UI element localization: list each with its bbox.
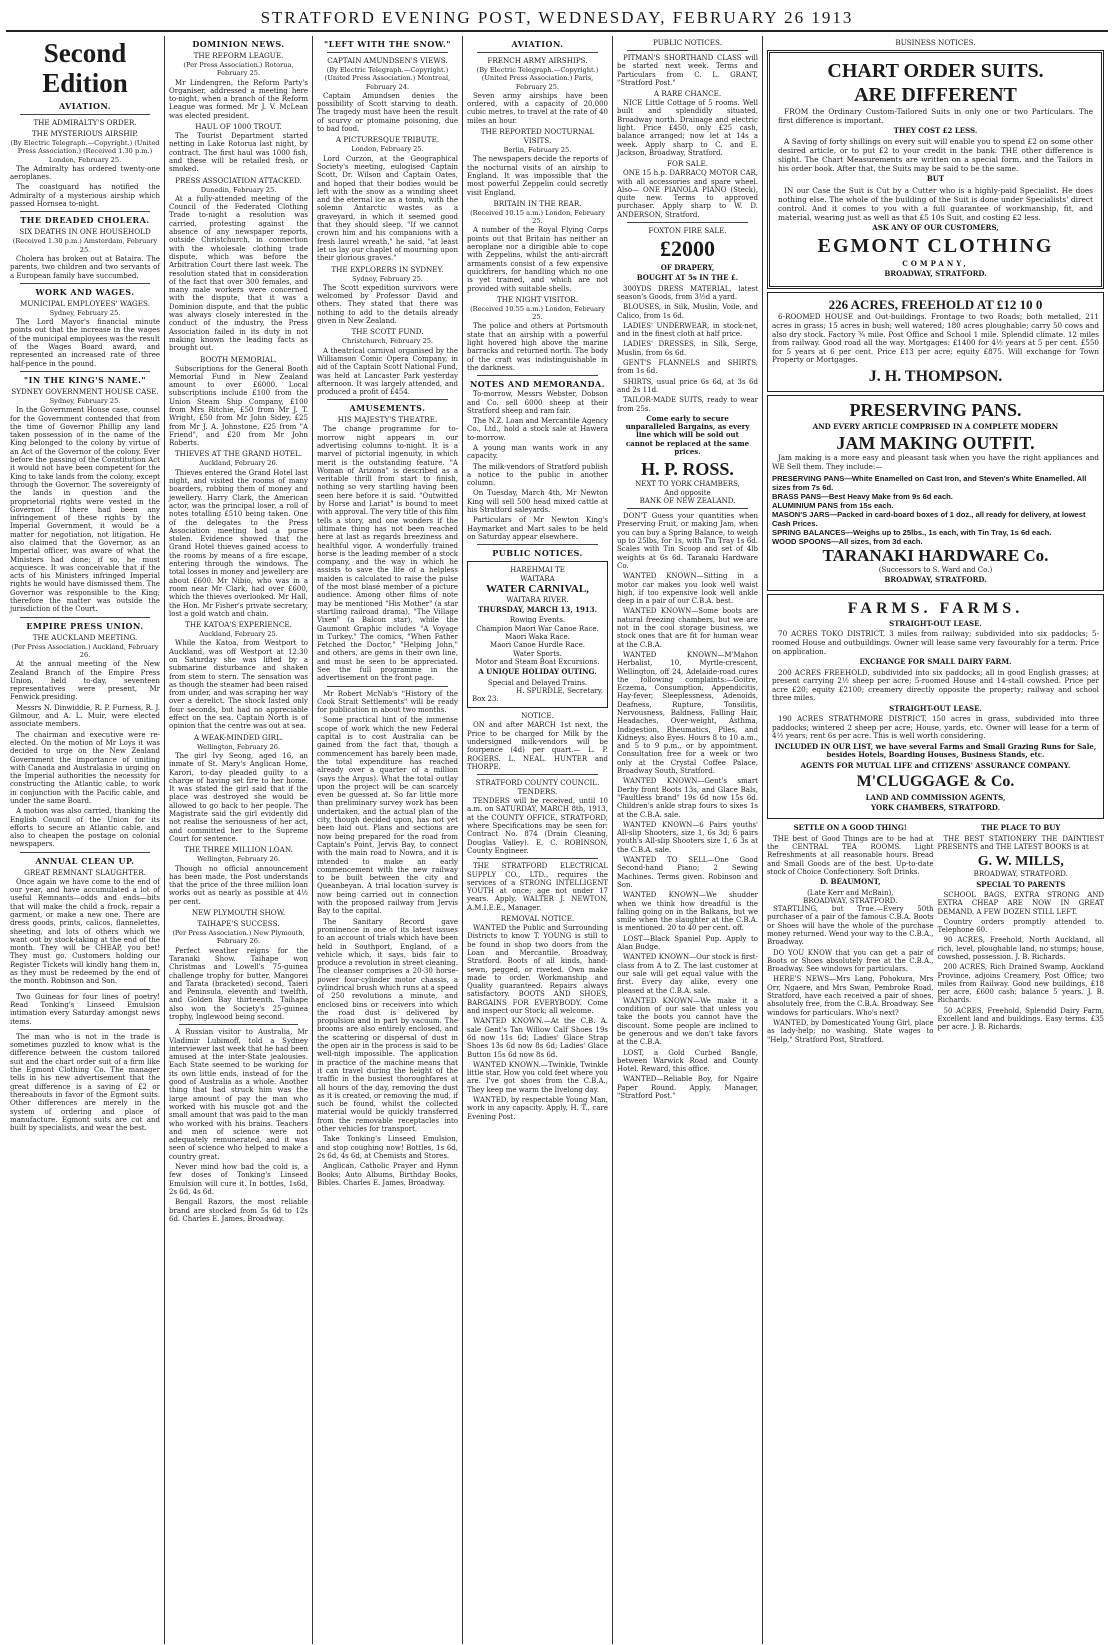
- column-4: [463, 36, 613, 1644]
- headline: NOTES AND MEMORANDA.: [469, 379, 605, 390]
- paragraph: At the annual meeting of the New Zealand Branch of the Empire Press Union, held to-day, seventeen representatives were present, Mr Fenwick presiding.: [10, 660, 160, 702]
- ad-address: And opposite: [664, 488, 711, 497]
- advertisement-taranaki-hardware: [767, 395, 1104, 591]
- bottom-right-ads: [938, 822, 1105, 1045]
- column-2: [165, 36, 313, 1644]
- ad-address: BROADWAY, STRATFORD.: [803, 896, 898, 905]
- divider: [477, 858, 598, 859]
- ad-subhead: STRAIGHT-OUT LEASE.: [889, 703, 982, 713]
- paragraph: Mr Robert McNab's "History of the Cook Strait Settlements" will be ready for publication in about two months.: [317, 689, 458, 715]
- ad-item: BRASS PANS—Best Heavy Make from 9s 6d each.: [772, 491, 953, 501]
- paragraph: At a fully-attended meeting of the Council of the Federated Clothing Trade to-night a resolution was carried, protesting against the absence of any newspaper reports, outside Christchurch, in connection with the wholesale clothing trade dispute, which was before the Arbitration Court there last week. The resolution stated that in consideration of the fact that over 300 females, and many male workers were concerned with the dispute, that it was a Dominion dispute, and that the public was always closely interested in the conduct of the industry, the Press Association failed in its duty in not making known the leading facts as brought out.: [169, 194, 308, 353]
- dateline: Sydney, February 25.: [49, 396, 121, 405]
- divider: [627, 222, 748, 223]
- paragraph: WANTED KNOWN—6 Pairs youths' All-slip Shooters, size 1, 6s 3d; 6 pairs youth's All-slip Shooters size 1, 6 3s at the C.B.A. sale.: [617, 820, 758, 854]
- ad-line: LAND AND COMMISSION AGENTS,: [865, 792, 1006, 802]
- paragraph: Take Tonking's Linseed Emulsion, and stop coughing now! Bottles, 1s 6d, 2s 6d, 4s 6d, at Chemists and Stores.: [317, 1135, 458, 1160]
- paragraph: DON'T Guess your quantities when Preserving Fruit, or making Jam, when you can buy a Spring Balance, to weigh up to 25lbs, for 1s, with Tin Tray 1s 6d. Scales with Tin Scoop and set of 4lb weights at 6s 6d. Taranaki Hardware Co.: [617, 512, 758, 570]
- headline: EMPIRE PRESS UNION.: [26, 620, 144, 631]
- paragraph: The milk-vendors of Stratford publish a notice to the public in another column.: [467, 462, 608, 488]
- ad-paragraph: FROM the Ordinary Custom-Tailored Suits in only one or two Particulars. The first difference is important.: [778, 107, 1093, 125]
- divider: [20, 617, 150, 618]
- subheading: HAUL OF 1000 TROUT.: [195, 122, 282, 132]
- paragraph: While the Katoa, from Westport to Auckland, was off Westport at 12.30 on Saturday she was lifted by a submarine disturbance and shaken from stem to stern. The sensation was as though the steamer had been raised from under, and was scraping her way over a derelict. The shock lasted only four seconds, but had no appreciable effect on the sea. Captain North is of opinion that the centre was out at sea.: [169, 639, 308, 731]
- edition-title: Second Edition: [42, 38, 128, 98]
- paragraph: THE STRATFORD ELECTRICAL SUPPLY CO., LTD., requires the services of a STRONG INTELLIGENT YOUTH at once; age not under 17 years. Apply, WALTER J. NEWTON, A.M.I.E.E., Manager.: [467, 862, 608, 912]
- ad-item: 300YDS DRESS MATERIAL, latest season's Goods, from 3½d a yard.: [617, 284, 758, 301]
- subheading: THE EXPLORERS IN SYDNEY.: [331, 264, 444, 274]
- divider: [20, 1029, 150, 1030]
- dateline: (Received 1.30 p.m.) Amsterdam, February 25.: [12, 237, 158, 254]
- paragraph: TENDERS will be received, until 10 a.m. on SATURDAY, MARCH 8th, 1913, at the COUNTY OFFICE, STRATFORD, where Specifications may be seen for: Contract No. 874 (Drain Cleaning, Douglas Valley). E. C. ROBINSON, County Engineer.: [467, 797, 608, 855]
- divider: [627, 50, 748, 51]
- divider: [327, 399, 448, 400]
- ad-paragraph: 90 ACRES, Freehold, North Auckland, all rich, level, ploughable land, no stumps; house, cowshed, possession. J. B. Richards.: [937, 936, 1104, 961]
- ad-headline: PRESERVING PANS.: [849, 400, 1022, 421]
- ad-paragraph: HERE'S NEWS—Mrs Lang, Pohokura, Mrs Orr, Ngaere, and Mrs Swan, Pembroke Road, Stratford, have each received a pair of shoes, absolutely free, from the C.B.A. Broadway. See windows for particulars. Who's next?: [767, 975, 934, 1017]
- advertisement-farms: [767, 594, 1104, 819]
- dateline: Dunedin, February 25.: [200, 185, 277, 194]
- ad-item: TAILOR-MADE SUITS, ready to wear from 25s.: [617, 396, 758, 413]
- paragraph: Once again we have come to the end of our year, and have accumulated a lot of useful Remnants—odds and ends—bits that will make the child a frock, repair a garment, or make a new one. There are dress goods, prints, calicos, flannelettes, sheeting, and lots of others which we want out by stock-taking at the end of the month. They will be CHEAP, you bet! They must go. Customers holding our Register Tickets will kindly hang them in, as they must be redeemed by the end of the month. Robinson and Son.: [10, 877, 160, 986]
- subheading: BRITAIN IN THE REAR.: [493, 198, 582, 208]
- ad-address: BROADWAY, STRATFORD.: [884, 574, 987, 584]
- headline: AVIATION.: [58, 101, 112, 111]
- advertisement-thompson: [767, 292, 1104, 392]
- ad-paragraph: 50 ACRES, Freehold, Splendid Dairy Farm, Excellent land and buildings. Easy terms. £35 per acre. J. B. Richards.: [937, 1006, 1104, 1032]
- subheading: FRENCH ARMY AIRSHIPS.: [487, 56, 588, 65]
- advertisement-water-carnival: [467, 561, 608, 708]
- paragraph: Thieves entered the Grand Hotel last night, and visited the rooms of many boarders, robbing them of money and jewellery. Harry Clark, the American actor, was the principal loser, a roll of notes totalling £510 being taken. One of the delegates to the Press Association meeting had a purse stolen. Evidence showed that the Grand Hotel thieves gained access to the rooms by means of a fire escape, entering through the windows. The total losses in money and jewellery are about £600. Mr Nibio, who was in a room near Mr Clark, had over £600, which the thieves overlooked. Mr Hall, the Hon. Mr Fisher's private secretary, lost a gold watch and chain.: [169, 468, 308, 618]
- ad-name: G. W. MILLS,: [977, 854, 1064, 870]
- ad-line: Water Sports.: [513, 649, 562, 658]
- subheading: THE THREE MILLION LOAN.: [184, 845, 293, 855]
- paragraph: WANTED KNOWN—We shudder when we think how dreadful is the falling going on in the Balkans, but we smile when the slaughter at the C.B.A. is mentioned. 20 to 40 per cent. off.: [617, 891, 758, 933]
- headline: DOMINION NEWS.: [192, 39, 285, 49]
- section-header: PUBLIC NOTICES.: [653, 38, 722, 47]
- ad-address: BROADWAY, STRATFORD.: [884, 269, 987, 279]
- subheading: CAPTAIN AMUNDSEN'S VIEWS.: [327, 56, 448, 65]
- paragraph: A motion was also carried, thanking the English Council of the Union for its efforts to secure an Atlantic cable, and also to cheapen the postage on colonial newspapers.: [10, 807, 160, 849]
- ad-subhead: BUT: [926, 174, 945, 184]
- headline: AMUSEMENTS.: [349, 403, 426, 414]
- ad-line: THURSDAY, MARCH 13, 1913.: [477, 605, 598, 615]
- subheading: PRESS ASSOCIATION ATTACKED.: [175, 175, 302, 185]
- paragraph: ON and after MARCH 1st next, the Price to be charged for Milk by the undersigned milk-vendors will be fourpence (4d) per quart.— L. P. ROGERS. L. NEAL. HUNTER and THORPE.: [467, 721, 608, 771]
- ad-name: H. P. ROSS.: [641, 459, 734, 480]
- paragraph: Cholera has broken out at Bataira. The parents, two children and two servants of a European family have succumbed.: [10, 254, 160, 280]
- dateline: (Per Press Association.) Rotorua, February 25.: [183, 61, 294, 78]
- paragraph: LOST—Black Spaniel Pup. Apply to Alan Budge.: [617, 934, 758, 952]
- ad-item: GENT'S FLANNELS and SHIRTS, from 1s 6d.: [617, 359, 758, 376]
- ad-paragraph: A Saving of forty shillings on every suit will enable you to spend £2 on some other desired article, or to put £2 to your credit in the bank. THE other difference is slight. The Chart Measurements are written on a special form, and the Tailors in his order book. After that, the Suits may be said to be the same.: [778, 137, 1093, 174]
- ad-subhead: SETTLE ON A GOOD THING!: [793, 823, 907, 833]
- paragraph: WANTED the Public and Surrounding Districts to know T. YOUNG is still to be found in shop two doors from the Loan and Mercantile, Broadway, Stratford. Boots of all kinds, hand-sewn, pegged, or riveted. Own make made to order. Workmanship and Quality guaranteed. Repairs always satisfactory. BOOTS AND SHOES, BARGAINS FOR EVERYBODY. Come and inspect our Stock; all welcome.: [467, 924, 608, 1016]
- paragraph: WANTED KNOWN—Gent's smart Derby front Boots 13s, and Glace Bals, "Faultless brand" 19s 6d now 15s 6d. Children's ankle strap fours to sixes 1s at the C.B.A. sale.: [617, 777, 758, 819]
- subheading: THE MYSTERIOUS AIRSHIP.: [31, 129, 139, 138]
- paragraph: Perfect weather reigns for the Taranaki Show. Taihape won Christmas and Lowell's 75-guinea challenge trophy for butter, Mangorei and Tarata (bracketed) second, Taieri and Peninsula, eleventh and twelfth, and Golden Bay thirteenth. Taihape also won the Society's 25-guinea trophy, Inglewood being second.: [169, 946, 308, 1021]
- dateline: Auckland, February 25.: [199, 630, 278, 639]
- headline: ANNUAL CLEAN UP.: [35, 855, 135, 866]
- subheading: THIEVES AT THE GRAND HOTEL.: [174, 449, 303, 459]
- subheading: THE KATOA'S EXPERIENCE.: [185, 620, 292, 630]
- paragraph: The change programme for to-morrow night appears in our advertising columns to-night. It is a marvel of pictorial ingenuity, in which merit is the outstanding feature. "A Woman of Arizona" is described as a veritable thrill from start to finish, nothing so very startling having been seen here before it is said. "Outwitted by Horse and Lariat" is bound to meet with approval. The very title of this film tells a story, and one wonders if the ultimate thing has not been reached here at last as regards breeziness and healthful vigor. A wonderfully trained horse is the leading member of a stock company, and the way in which he assists to save the life of a helpless maiden is calculated to raise the pulse of the most blasé member of a picture audience. Among other films of note may be mentioned "His Mother" (a star startling railroad drama), "The Village Vixen" (a Balcon star), while the Gaumont Graphic includes "A Voyage in Turkey." The comics, "When Father Fetched the Doctor," "Helping John," and others, are gems in their own line, and must be seen to be appreciated. See the full programme in the advertisement on the front page.: [317, 425, 458, 683]
- ad-name: TARANAKI HARDWARE Co.: [822, 545, 1049, 565]
- divider: [327, 52, 448, 53]
- advertisement-egmont-clothing: [767, 50, 1104, 289]
- divider: [477, 375, 598, 376]
- dateline: (Received 10.15 a.m.) London, February 25.: [470, 208, 605, 226]
- ad-line: Maori Canoe Hurdle Race.: [490, 641, 585, 650]
- headline: AVIATION.: [511, 39, 564, 49]
- ad-item: SHIRTS, usual price 6s 6d, at 3s 6d and 2s 11d.: [617, 377, 758, 394]
- dateline: (Per Press Association.) New Plymouth, February 26.: [172, 929, 305, 946]
- ad-line: OF DRAPERY,: [660, 263, 715, 273]
- paragraph: The coastguard has notified the Admiralty of a mysterious airship which passed Hornsea to-night.: [10, 183, 160, 209]
- ad-line: (Late Kerr and McBain),: [807, 888, 894, 897]
- columns: [6, 36, 1108, 1644]
- section-header: BUSINESS NOTICES.: [895, 38, 976, 47]
- paragraph: The girl Ivy Seong, aged 16, an inmate of St. Mary's Anglican Home, Karori, to-day pleaded guilty to a charge of having set fire to her home. It was stated the girl said that if the place was destroyed she would be allowed to go back to her people. The Magistrate said the girl evidently did not realise the seriousness of her act, and committed her to the Supreme Court for sentence.: [169, 751, 308, 843]
- subheading: REMOVAL NOTICE.: [500, 914, 575, 924]
- ad-paragraph: WANTED, by Domesticated Young Girl, place as lady-help; no washing. State wages to "Help," Stratford Post, Stratford.: [767, 1018, 934, 1044]
- paragraph: A Russian visitor to Australia, Mr Vladimir Lubimoff, told a Sydney interviewer last week that he had been amused at the inter-State jealousies. Each State seemed to be working for its own little ends, instead of for the good of Australia as a whole. Another thing that had struck him was the large amount of pay the man who worked with his muscle got and the small amount that was paid to the man who worked with his brains. Teachers and men of science were not adequately remunerated, and it was seen of science who helped to make a country great.: [169, 1028, 308, 1161]
- paragraph: The man who is not in the trade is sometimes puzzled to know what is the difference between the custom tailored suit and the chart order suit of a firm like the Egmont Clothing Co. The manager tells in his new advertisement that the great difference is a saving of £2 or thereabouts in favor of the Egmont suits. Other differences are merely in the system of ordering and place of manufacture. Egmont suits are cut and built by specialists, and wear the best.: [10, 1032, 160, 1133]
- ad-subhead: THEY COST £2 LESS.: [893, 126, 978, 135]
- subheading: A WEAK-MINDED GIRL.: [193, 732, 284, 742]
- paragraph: Though no official announcement has been made, the Post understands that the price of the three million loan works out as nearly as possible at 4½ per cent.: [169, 864, 308, 906]
- headline: "LEFT WITH THE SNOW.": [324, 39, 451, 49]
- subheading: NEW PLYMOUTH SHOW.: [191, 908, 286, 918]
- ad-line: Special and Delayed Trains.: [487, 678, 588, 687]
- paragraph: NICE Little Cottage of 5 rooms. Well built and splendidly situated, Broadway north. Drainage and electric light. Price £450, only £25 cash, balance arranged; now let at 14s a week. Apply sharp to C. and E. Jackson, Broadway, Stratford.: [617, 99, 758, 157]
- paragraph: The Tourist Department started netting in Lake Rotorua last night, by contract. The first haul was 1000 fish, and these will be retailed fresh, or smoked.: [169, 132, 308, 174]
- paragraph: Bengall Razors, the most reliable brand are stocked from 5s 6d to 12s 6d. Charles E. James, Broadway.: [169, 1198, 308, 1223]
- ad-item: LADIES' UNDERWEAR, in stock-net, and in the finest cloth at half price.: [617, 321, 758, 339]
- ad-paragraph: 200 ACRES, Rich Drained Swamp, Auckland Province, adjoins Creamery, Post Office; two miles from Railway. Good new buildings, £18 per acre, £600 cash; balance 5 years. J. B. Richards.: [937, 963, 1104, 1005]
- subheading: NOTICE.: [521, 711, 554, 721]
- divider: [20, 989, 150, 990]
- paragraph: The Lord Mayor's financial minute points out that the increase in the wages of the municipal employees was the result of the Wages Board award, and represented an increased rate of three half-pence in the pound.: [10, 318, 160, 368]
- dateline: Berlin, February 25.: [503, 146, 572, 155]
- ad-paragraph: 70 ACRES TOKO DISTRICT, 3 miles from railway; subdivided into six paddocks; 5-roomed House and outbuildings. Owner will lease same very favourably for a term. Price on application.: [772, 629, 1099, 656]
- ad-header: FOXTON FIRE SALE.: [648, 226, 727, 236]
- ad-paragraph: 190 ACRES STRATHMORE DISTRICT, 150 acres in grass, subdivided into three paddocks; wintered 2 sheep per acre; House, yards, etc. Owner will lease for a term of 4½ years; rent 6s per acre. This is well worth considering.: [772, 714, 1099, 741]
- paragraph: The Admiralty has ordered twenty-one aeroplanes.: [10, 164, 160, 182]
- column-5: [613, 36, 763, 1644]
- bottom-ads-row: [767, 822, 1104, 1045]
- subheading: A PICTURESQUE TRIBUTE.: [335, 135, 440, 145]
- dateline: (By Electric Telegraph.—Copyright.) (United Press Association.) Montreal, February 24.: [324, 66, 451, 91]
- subheading: TAIHAPE'S SUCCESS.: [197, 919, 280, 929]
- paragraph: WANTED, by respectable Young Man, work in any capacity. Apply, H. T., care Evening Post.: [467, 1095, 608, 1121]
- paragraph: On Tuesday, March 4th, Mr Newton King will sell 500 head mixed cattle at his Stratford saleyards.: [467, 489, 608, 515]
- ad-paragraph: Country orders promptly attended to. Telephone 60.: [937, 917, 1104, 935]
- dateline: (Received 10.55 a.m.) London, February 25.: [470, 304, 605, 322]
- ad-address: BANK OF NEW ZEALAND.: [639, 496, 736, 505]
- headline: PUBLIC NOTICES.: [492, 548, 583, 559]
- paragraph: WANTED KNOWN—We make it a condition of our sale that unless you take the boots you cannot have the discount. Some people are inclined to be generous and we don't take favors at the C.B.A.: [617, 996, 758, 1047]
- paragraph: The Sanitary Record gave prominence in one of its latest issues to an account of trials which have been held in Southport, England, of a vehicle which, it says, bids fair to produce a revolution in street cleaning. The cleanser comprises a 20-30 horse-power four-cylinder motor chassis, a cylindrical brush which runs at a speed of 250 revolutions a minute, and enclosed bins or receivers into which the road dust is delivered by propulsion and in part by vacuum. The brooms are also entirely enclosed, and the scattering or dispersal of dust in the open air in the process is said to be well-nigh impossible. The application in practice of the machine means that it can travel during the height of the traffic in the busiest thoroughfares at all hours of the day, removing the dust as it is created, or removing the mud, if such be found, whilst the collected material would be quickly transferred from the removable receptacles into other vehicles for transport.: [317, 917, 458, 1134]
- ad-name: J. H. THOMPSON.: [868, 368, 1003, 386]
- headline: WORK AND WAGES.: [35, 286, 135, 297]
- paragraph: Anglican, Catholic Prayer and Hymn Books; Auto Albums, Birthday Books, Bibles. Charles E. James, Broadway.: [317, 1162, 458, 1187]
- subheading: THE REFORM LEAGUE.: [193, 51, 284, 60]
- ad-amount: £2000: [660, 236, 715, 262]
- ad-address: YORK CHAMBERS, STRATFORD.: [870, 803, 1001, 813]
- paragraph: WANTED KNOWN.—At the C.B. A. sale Gent's Tan Willow Calf Shoes 19s 6d now 11s 6d; Ladies' Glace Strap Shoes 13s 6d now 8s 6d; Ladies' Glace Button 15s 6d now 8s 6d.: [467, 1017, 608, 1059]
- ad-paragraph: 200 ACRES FREEHOLD, subdivided into six paddocks; all in good English grasses; at present carrying 2½ sheep per acre; 5-roomed House and 14-stall cowshed. Price per acre £20; equity £2100; creamery directly opposite the property; railway and school three miles.: [772, 667, 1099, 703]
- paragraph: WANTED KNOWN—M'Mahon Herbalist, 10, Myrtle-crescent, Wellington, off 24, Adelaide-road cures the following complaints:—Goitre, Eczema, Consumption, Appendicitis, Hay-fever, Sleeplessness, Adenoids, Deafness, Rupture, Tonsilitis, Nervousness, Baldness, Falling Hair, Headaches, Over-weight, Asthma, Indigestion, Rheumatics, Piles, and Kidneys; also Eyes. Hours 8 to 10 a.m., and 5 to 9 p.m., or by appointment. Consultation free for a week or two only at the Crystal Coffee Palace, Broadway South, Stratford.: [617, 650, 758, 776]
- ad-subhead: ASK ANY OF OUR CUSTOMERS,: [872, 222, 999, 232]
- dateline: Wellington, February 26.: [196, 742, 281, 751]
- ad-line: BOUGHT AT 5s IN THE £.: [636, 273, 739, 283]
- paragraph: ONE 15 h.p. DARRACQ MOTOR CAR, with all accessories and spare wheel. Also— ONE PIANOLA PIANO (Steck), quite new. Terms to approved purchaser. Apply sharp to W. D. ANDERSON, Stratford.: [617, 169, 758, 219]
- ad-line: AGENTS FOR MUTUAL LIFE and CITIZENS' ASSURANCE COMPANY.: [800, 760, 1071, 770]
- ad-line: A UNIQUE HOLIDAY OUTING.: [478, 667, 597, 677]
- paragraph: A theatrical carnival organised by the Williamson Comic Opera Company, in aid of the Captain Scott National Fund, was held at Lancaster Park yesterday afternoon. It was largely attended, and produced a profit of £454.: [317, 346, 458, 397]
- paragraph: WANTED KNOWN—Some boots are natural freezing chambers, but we are not in the cool storage business, we stock ones that are fit for human wear at the C.B.A.: [617, 607, 758, 649]
- subheading: THE ADMIRALTY'S ORDER.: [33, 118, 137, 127]
- bottom-left-ads: [767, 822, 934, 1045]
- ad-subhead: EXCHANGE FOR SMALL DAIRY FARM.: [859, 657, 1012, 667]
- ad-headline: WATER CARNIVAL,: [486, 582, 589, 595]
- ad-paragraph: THE best of Good Things are to be had at the CENTRAL TEA ROOMS. Light Refreshments at all reasonable hours. Bread and Small Goods are of the best. Up-to-date stock of Choice Confectionery. Soft Drinks.: [767, 834, 934, 876]
- paragraph: Captain Amundsen denies the possibility of Scott starving to death. The tragedy must have been the result of scurvy or ptomaine poisoning, due to bad food.: [317, 91, 458, 134]
- ad-headline: CHART ORDER SUITS.: [827, 60, 1044, 82]
- divider: [20, 211, 150, 212]
- masthead: STRATFORD EVENING POST, WEDNESDAY, FEBRUARY 26 1913: [6, 6, 1108, 32]
- divider: [179, 1024, 298, 1025]
- paragraph: Never mind how bad the cold is, a few doses of Tonking's Linseed Emulsion will cure it. In bottles, 1s6d, 2s 6d, 4s 6d.: [169, 1163, 308, 1196]
- dateline: Wellington, February 26.: [196, 855, 281, 864]
- dateline: (By Electric Telegraph.—Copyright.) (United Press Association.) Paris, February 25.: [476, 66, 599, 91]
- subheading: A RARE CHANCE.: [653, 89, 722, 99]
- dateline: (Per Press Association.) Auckland, February 26.: [11, 642, 159, 659]
- ad-note: Come early to secure unparalleled Bargains, as every line which will be sold out cannot be replaced at the same prices.: [625, 413, 750, 456]
- ad-headline: 226 ACRES, FREEHOLD AT £12 10 0: [828, 297, 1043, 313]
- ad-headline: JAM MAKING OUTFIT.: [836, 433, 1035, 454]
- ad-subhead: STRAIGHT-OUT LEASE.: [889, 619, 982, 629]
- paragraph: The police and others at Portsmouth state that an airship with a powerful light hovered high above the marine barracks and returned north. The body of the craft was indistinguishable in the darkness.: [467, 322, 608, 372]
- ad-paragraph: THE BEST STATIONERY THE DAINTIEST PRESENTS and THE LATEST BOOKS is at: [937, 834, 1104, 852]
- ad-item: LADIES' DRESSES, in Silk, Serge, Muslin, from 6s 6d.: [617, 340, 758, 357]
- subheading: SYDNEY GOVERNMENT HOUSE CASE.: [11, 386, 159, 396]
- ad-subhead: SPECIAL TO PARENTS: [976, 879, 1066, 889]
- paragraph: To-morrow, Messrs Webster, Dobson and Co. sell 6000 sheep at their Stratford sheep and ram fair.: [467, 390, 608, 415]
- subheading: MUNICIPAL EMPLOYEES' WAGES.: [20, 298, 150, 308]
- dateline: Sydney, February 25.: [49, 308, 121, 317]
- ad-line: HAREHMAI TE: [510, 566, 565, 575]
- subheading: HIS MAJESTY'S THEATRE.: [337, 415, 438, 425]
- dateline: Sydney, February 25.: [352, 274, 423, 283]
- column-3: [313, 36, 463, 1644]
- ad-address: NEXT TO YORK CHAMBERS,: [635, 480, 740, 489]
- ad-paragraph: SCHOOL BAGS, EXTRA STRONG AND EXTRA CHEAP ARE NOW IN GREAT DEMAND. A FEW DOZEN STILL LEFT.: [937, 890, 1104, 916]
- paragraph: In the Government House case, counsel for the Government contended that from the time of Governor Phillip any land taken possession of in the name of the King belonged to the colony by virtue of an Act of the Governor of the colony. Ever before the passing of the Constitution Act it would not have been competent for the King to take lands from the colony, except through the Governor. The sovereignty of the lands in question and the proprietorial rights were vested in the Governor. If there had been any infringement of these rights by the Imperial Government, it would be a matter for negotiation, not litigation. He also claimed that the Governor, as an Imperial officer, was aware of what the Ministers had done; if so, he must acquiesce. It was conceivable that if the acts of his Ministers infringed Imperial rights he would have dismissed them. The Governor was responsible to the King; therefore the matter was outside the jurisdiction of the Court.: [10, 406, 160, 614]
- subheading: BOOTH MEMORIAL.: [200, 354, 277, 364]
- paragraph: Lord Curzon, at the Geographical Society's meeting, eulogised Captain Scott, Dr. Wilson and Captain Oates, and hoped that their bodies would be left with the snow as a winding sheet and the eternal ice as a tomb, with the solemn Antarctic wastes as a graveyard, in which it seemed good that they should sleep. "If we cannot crown him and his companions with a fresh laurel wreath," he said, "at least let us lay our chaplet of mourning upon their glorious graves.": [317, 154, 458, 263]
- ad-paragraph: DO YOU KNOW that you can get a pair of Boots or Shoes absolutely free at the C.B.A., Broadway. See windows for particulars.: [767, 948, 934, 974]
- ad-name: D. BEAUMONT,: [819, 877, 881, 887]
- paragraph: The chairman and executive were re-elected. On the motion of Mr Loys it was decided to urge on the New Zealand Government the importance of uniting with Canada and Australasia in urging on the Imperial authorities the necessity for constructing the Atlantic cable, to work in conjunction with the Pacific cable, and under the same Board.: [10, 730, 160, 805]
- ad-item: WOOD SPOONS—All sizes, from 3d each.: [772, 536, 923, 546]
- paragraph: Messrs N. Dinwiddie, R. P. Furness, R. J. Gilmour, and A. L. Muir, were elected associate members.: [10, 703, 160, 729]
- column-6-business-notices: [763, 36, 1108, 1644]
- divider: [477, 774, 598, 775]
- divider: [20, 852, 150, 853]
- paragraph: Particulars of Mr Newton King's Haymarket and Mart sales to be held on Saturday appear elsewhere.: [467, 516, 608, 541]
- advertisement-fire-sale: [617, 226, 758, 505]
- ad-item: PRESERVING PANS—White Enamelled on Cast Iron, and Steven's White Enamelled. All sizes from 7s 6d.: [772, 473, 1087, 492]
- subheading: THE NIGHT VISITOR.: [497, 294, 578, 304]
- ad-headline: FARMS. FARMS.: [847, 600, 1024, 618]
- paragraph: WANTED KNOWN—Our stock is first-class from A to Z. The last customer at our sale will get equal value with the first. Every day alike, every one pleased at the C.B.A. sale.: [617, 953, 758, 995]
- ad-line: Rowing Events.: [509, 616, 566, 625]
- ad-paragraph: Jam making is a more easy and pleasant task when you have the right appliances and WE Sell them. They include:—: [772, 453, 1099, 471]
- paragraph: Seven army airships have been ordered, with a capacity of 20,000 cubic metres, to travel at the rate of 40 miles an hour.: [467, 91, 608, 125]
- subheading: THE AUCKLAND MEETING.: [32, 632, 138, 642]
- divider: [20, 283, 150, 284]
- ad-company-name: EGMONT CLOTHING: [817, 234, 1054, 257]
- paragraph: A number of the Royal Flying Corps points out that Britain has neither an aeroplane nor a dirigible able to cope with Zeppelins, whilst the anti-aircraft armaments consist of a few expensive quickfirers, for handling which no one is yet trained, and which are not provided with suitable shells.: [467, 226, 608, 293]
- subheading: THE SCOTT FUND.: [351, 327, 424, 337]
- ad-line: Box 23.: [472, 695, 499, 704]
- divider: [20, 371, 150, 372]
- paragraph: WANTED—Reliable Boy, for Ngaire Paper Round. Apply, Manager, "Stratford Post.": [617, 1075, 758, 1101]
- divider: [627, 508, 748, 509]
- ad-item: BLOUSES, in Silk, Muslin, Voile, and Calico, from 1s 6d.: [617, 303, 758, 320]
- ad-headline: ARE DIFFERENT: [854, 84, 1017, 106]
- paragraph: Two Guineas for four lines of poetry! Read Tonking's Linseed Emulsion intimation every Saturday amongst news items.: [10, 992, 160, 1026]
- ad-name: M'CLUGGAGE & Co.: [856, 772, 1015, 790]
- paragraph: Mr Lindengren, the Reform Party's Organiser, addressed a meeting here to-night, when a branch of the Reform League was formed. Mr J. V. McLean was elected president.: [169, 78, 308, 120]
- paragraph: PITMAN'S SHORTHAND CLASS will be started next week. Terms and Particulars from C. L. GRANT, "Stratford Post.": [617, 54, 758, 87]
- divider: [477, 544, 598, 545]
- divider: [20, 114, 150, 115]
- subheading: GREAT REMNANT SLAUGHTER.: [24, 867, 146, 877]
- ad-item: MASON'S JARS—Packed in card-board boxes of 1 doz., all ready for delivery, at lowest Cash Prices.: [772, 509, 1086, 528]
- dateline: London, February 25.: [351, 145, 424, 154]
- dateline: Auckland, February 26.: [199, 459, 278, 468]
- ad-company-name: COMPANY,: [902, 258, 969, 268]
- dateline: (By Electric Telegraph.—Copyright.) (United Press Association.) (Received 1.30 p.m.) London, February 25.: [10, 139, 160, 164]
- paragraph: The newspapers decide the reports of the nocturnal visits of an airship to England. It was impossible that the most powerful Zeppelin could secretly visit England.: [467, 155, 608, 197]
- subheading: FOR SALE.: [667, 159, 708, 169]
- subheading: SIX DEATHS IN ONE HOUSEHOLD: [19, 227, 151, 237]
- paragraph: The Scott expedition survivors were welcomed by Professor David and others. They stated that there was nothing to add to the details already given in New Zealand.: [317, 283, 458, 326]
- headline: THE DREADED CHOLERA.: [20, 215, 150, 226]
- ad-address: BROADWAY, STRATFORD.: [973, 870, 1068, 879]
- paragraph: Subscriptions for the General Booth Memorial Fund in New Zealand amount to over £6000. Local subscriptions include £100 from the Union Steam Ship Company, £100 from Mrs Ritchie, £50 from Mr J. T. Wright, £50 from Mr John Sidey, £25 from Mr J. A. Johnstone, £25 from "A Friend", and £20 from Mr John Roberts.: [169, 364, 308, 448]
- subheading: THE REPORTED NOCTURNAL VISITS.: [480, 127, 595, 146]
- ad-line: Motor and Steam Boat Excursions.: [475, 657, 600, 666]
- ad-item: ALUMINIUM PANS from 15s each.: [772, 500, 894, 510]
- paragraph: WANTED KNOWN.—Twinkle, Twinkle little star, How you cold feet where you are. I've got shoes from the C.B.A., They keep me warm the livelong day.: [467, 1060, 608, 1094]
- ad-line: INCLUDED IN OUR LIST, we have several Farms and Small Grazing Runs for Sale, besides Hotels, Boarding Houses, Business Stands, etc.: [774, 741, 1097, 760]
- ad-line: Champion Maori War Canoe Race.: [476, 624, 599, 633]
- divider: [477, 52, 598, 53]
- ad-line: (Successors to S. Ward and Co.): [878, 565, 993, 574]
- ad-subhead: AND EVERY ARTICLE COMPRISED IN A COMPLETE MODERN: [812, 422, 1059, 432]
- column-1: [6, 36, 165, 1644]
- ad-item: SPRING BALANCES—Weighs up to 25lbs., 1s each, with Tin Tray, 1s 6d each.: [772, 527, 1052, 537]
- paragraph: LOST, a Gold Curbed Bangle, between Warwick Road and County Hotel. Reward, this office.: [617, 1048, 758, 1074]
- ad-subhead: THE PLACE TO BUY: [981, 823, 1061, 833]
- paragraph: A young man wants work in any capacity.: [467, 443, 608, 461]
- dateline: Christchurch, February 25.: [341, 337, 434, 346]
- ad-paragraph: STARTLING, but True.—Every 50th purchaser of a pair of the famous C.B.A. Boots or Shoes will have the whole of the purchase money returned. Wend your way to the C.B.A., Broadway.: [767, 905, 934, 947]
- paragraph: WANTED KNOWN—Sitting in a motor car makes you look well waist high, if too expensive look well ankle deep in a pair of our C.B.A. best.: [617, 572, 758, 606]
- subheading: STRATFORD COUNTY COUNCIL. TENDERS.: [475, 778, 600, 797]
- ad-paragraph: 6-ROOMED HOUSE and Out-buildings. Frontage to two Roads; both metalled, 211 acres in grass; 15 acres in bush; well watered; 180 acres ploughable; carry 50 cows and also dry stock. Factory ¾ mile. Post Office and School 1 mile. Splendid climate. 12 miles from railway. Good road all the way. Mortgages: £1400 for 4½ years at 5 per cent. £550 for 5 years at 6 per cent. Price £13 per acre; equity £875. Will exchange for Town Property or Mortgages.: [772, 312, 1099, 365]
- ad-line: Maori Waka Race.: [505, 633, 570, 642]
- ad-paragraph: IN our Case the Suit is Cut by a Cutter who is a highly-paid Specialist. He does nothing else. The whole of the building of the Suit is done under Specialists' direct control. And it comes to you with a full guarantee of workmanship, fit, and material, wearing just as well as that £5 10s Suit, and costing £2 less.: [778, 185, 1093, 222]
- ad-line: WAITARA: [520, 574, 555, 583]
- ad-line: WAITARA RIVER.: [506, 595, 569, 604]
- paragraph: The N.Z. Loan and Mercantile Agency Co., Ltd., hold a stock sale at Hawera to-morrow.: [467, 417, 608, 442]
- paragraph: WANTED TO SELL—One Good Second-hand Piano; 2 Sewing Machines. Terms given. Robinson and Son.: [617, 856, 758, 889]
- paragraph: Some practical hint of the immense scope of work which the new Federal capital is to cost Australia can be gained from the fact that, though a commencement has barely been made, the total expenditure has reached already over a quarter of a million (says the Argus). What the total outlay upon the project will be can scarcely even be guessed at. So far little more than preliminary survey work has been undertaken, and the actual plan of the city, though decided upon, has not yet been laid out. Plans and sections are now being prepared for the road from Captain's Point, Jervis Bay, to connect with the main road to Nowra, and it is intended to make an early commencement with the new railway to be built between the city and Queanbeyan. A trial location survey is now being carried out in connection with the proposed railway from Jervis Bay to the capital.: [317, 716, 458, 916]
- ad-line: H. SPURDLE, Secretary.: [516, 686, 603, 695]
- divider: [327, 686, 448, 687]
- headline: "IN THE KING'S NAME.": [23, 374, 147, 385]
